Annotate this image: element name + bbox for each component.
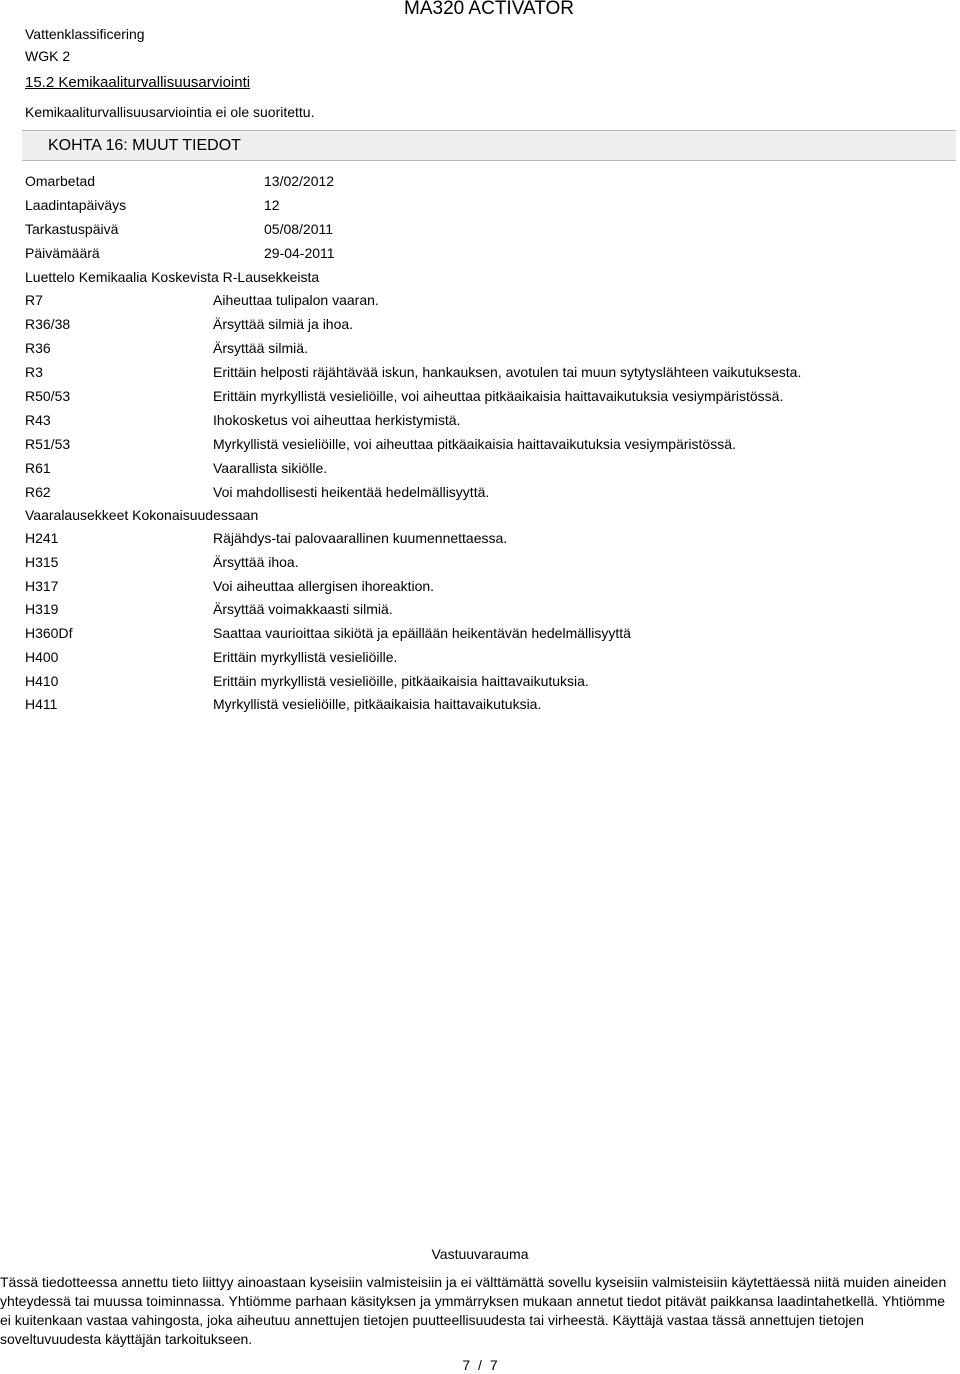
phrase-text: Ärsyttää ihoa. bbox=[213, 554, 299, 570]
phrase-text: Myrkyllistä vesieliöille, pitkäaikaisia haittavaikutuksia. bbox=[213, 696, 542, 712]
phrase-code: H410 bbox=[25, 673, 59, 689]
phrase-text: Ihokosketus voi aiheuttaa herkistymistä. bbox=[213, 412, 461, 428]
phrase-text: Erittäin myrkyllistä vesieliöille. bbox=[213, 649, 398, 665]
meta-value: 05/08/2011 bbox=[264, 221, 334, 237]
phrase-code: R7 bbox=[25, 292, 43, 308]
meta-value: 13/02/2012 bbox=[264, 173, 335, 189]
h-phrase-row bbox=[25, 696, 945, 713]
meta-label: Tarkastuspäivä bbox=[25, 221, 119, 237]
meta-row-laadintapaivays bbox=[25, 197, 945, 214]
h-phrase-row bbox=[25, 554, 945, 571]
phrase-code: R43 bbox=[25, 412, 51, 428]
meta-value: 29-04-2011 bbox=[264, 245, 335, 261]
phrase-code: H360Df bbox=[25, 625, 73, 641]
water-classification-value: WGK 2 bbox=[25, 48, 71, 64]
phrase-code: R36 bbox=[25, 340, 51, 356]
section-15-2-title: 15.2 Kemikaaliturvallisuusarviointi bbox=[25, 74, 251, 91]
phrase-code: H241 bbox=[25, 530, 59, 546]
water-classification-label: Vattenklassificering bbox=[25, 26, 145, 42]
phrase-text: Ärsyttää silmiä. bbox=[213, 340, 308, 356]
meta-label: Päivämäärä bbox=[25, 245, 100, 261]
phrase-code: R36/38 bbox=[25, 316, 71, 332]
r-phrase-row bbox=[25, 316, 945, 333]
phrase-text: Myrkyllistä vesieliöille, voi aiheuttaa pitkäaikaisia haittavaikutuksia vesiympäristössä. bbox=[213, 436, 736, 452]
r-phrase-row bbox=[25, 340, 945, 357]
r-phrases-heading: Luettelo Kemikaalia Koskevista R-Lausekkeista bbox=[25, 269, 320, 285]
phrase-text: Ärsyttää silmiä ja ihoa. bbox=[213, 316, 354, 332]
r-phrase-row bbox=[25, 436, 945, 453]
phrase-code: H411 bbox=[25, 696, 58, 712]
disclaimer-title: Vastuuvarauma bbox=[431, 1246, 529, 1262]
phrase-text: Voi aiheuttaa allergisen ihoreaktion. bbox=[213, 578, 435, 594]
phrase-text: Ärsyttää voimakkaasti silmiä. bbox=[213, 601, 393, 617]
h-phrases-heading: Vaaralausekkeet Kokonaisuudessaan bbox=[25, 507, 259, 523]
r-phrase-row bbox=[25, 412, 945, 429]
phrase-code: R62 bbox=[25, 484, 51, 500]
h-phrase-row bbox=[25, 649, 945, 666]
r-phrase-row bbox=[25, 388, 945, 405]
h-phrase-row bbox=[25, 673, 945, 690]
page-number: 7 / 7 bbox=[462, 1357, 498, 1373]
meta-label: Omarbetad bbox=[25, 173, 96, 189]
phrase-code: R51/53 bbox=[25, 436, 71, 452]
phrase-text: Erittäin helposti räjähtävää iskun, hankauksen, avotulen tai muun sytytyslähteen vaikutuksesta. bbox=[213, 364, 802, 380]
meta-row-tarkastuspaiva bbox=[25, 221, 945, 238]
phrase-text: Voi mahdollisesti heikentää hedelmällisyyttä. bbox=[213, 484, 490, 500]
phrase-code: H315 bbox=[25, 554, 59, 570]
r-phrase-row bbox=[25, 484, 945, 501]
meta-row-paivamaara bbox=[25, 245, 945, 262]
meta-row-omarbetad bbox=[25, 173, 945, 190]
phrase-code: R50/53 bbox=[25, 388, 71, 404]
phrase-code: R61 bbox=[25, 460, 51, 476]
phrase-code: R3 bbox=[25, 364, 43, 380]
phrase-text: Erittäin myrkyllistä vesieliöille, voi aiheuttaa pitkäaikaisia haittavaikutuksia vesiympäristössä. bbox=[213, 388, 784, 404]
phrase-text: Erittäin myrkyllistä vesieliöille, pitkäaikaisia haittavaikutuksia. bbox=[213, 673, 589, 689]
h-phrase-row bbox=[25, 578, 945, 595]
meta-value: 12 bbox=[264, 197, 280, 213]
r-phrase-row bbox=[25, 292, 945, 309]
phrase-code: H319 bbox=[25, 601, 59, 617]
phrase-text: Räjähdys-tai palovaarallinen kuumennettaessa. bbox=[213, 530, 508, 546]
r-phrase-row bbox=[25, 364, 945, 381]
phrase-text: Aiheuttaa tulipalon vaaran. bbox=[213, 292, 379, 308]
phrase-text: Vaarallista sikiölle. bbox=[213, 460, 328, 476]
h-phrase-row bbox=[25, 625, 945, 642]
product-title: MA320 ACTIVATOR bbox=[404, 0, 574, 19]
meta-label: Laadintapäiväys bbox=[25, 197, 127, 213]
phrase-text: Saattaa vaurioittaa sikiötä ja epäillään heikentävän hedelmällisyyttä bbox=[213, 625, 631, 641]
disclaimer-text: Tässä tiedotteessa annettu tieto liittyy ainoastaan kyseisiin valmisteisiin ja ei välttämättä sovellu kyseisiin valmisteisiin käytettäessä niitä muiden aineiden yhteydessä tai muussa toiminnassa. Yhtiömme parhaan käsityksen ja ymmärryksen mukaan annetut tiedot pitävät paikkansa laadintahetkellä. Yhtiömme ei kuitenkaan vastaa vahingosta, joka aiheutuu annettujen tietojen puutteellisuudesta tai virheestä. Käyttäjä vastaa tässä annettujen tietojen soveltuvuudesta käyttäjän tarkoitukseen. bbox=[0, 1274, 947, 1347]
h-phrase-row bbox=[25, 530, 945, 547]
h-phrase-row bbox=[25, 601, 945, 618]
phrase-code: H317 bbox=[25, 578, 59, 594]
r-phrase-row bbox=[25, 460, 945, 477]
section-16-title: KOHTA 16: MUUT TIEDOT bbox=[48, 137, 241, 154]
section-15-2-text: Kemikaaliturvallisuusarviointia ei ole suoritettu. bbox=[25, 104, 315, 120]
phrase-code: H400 bbox=[25, 649, 59, 665]
